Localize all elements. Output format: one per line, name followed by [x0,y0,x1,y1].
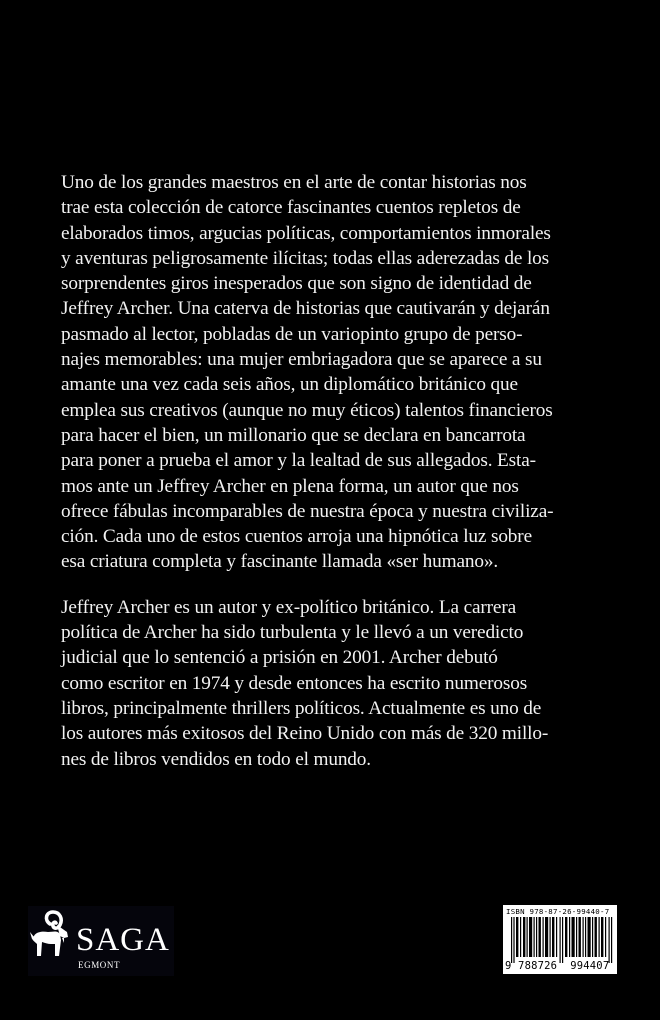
publisher-logo [28,906,174,976]
publisher-subtitle: EGMONT [78,960,121,970]
text-line: Jeffrey Archer es un autor y ex-político británico. La carrera [61,596,517,618]
text-line: pasmado al lector, pobladas de un variopinto grupo de perso- [61,323,523,345]
barcode-bars-icon [511,917,613,963]
publisher-name: SAGA [76,922,170,958]
back-cover-blurb [61,170,601,772]
text-line: elaborados timos, argucias políticas, comportamientos inmorales [61,222,551,244]
ean-digits: 9 788726 994407 [505,960,610,972]
text-line: amante una vez cada seis años, un diplomático británico que [61,374,518,396]
text-line: najes memorables: una mujer embriagadora que se aparece a su [61,349,542,371]
text-line: emplea sus creativos (aunque no muy éticos) talentos financieros [61,399,553,421]
text-line: Uno de los grandes maestros en el arte de contar historias nos [61,172,527,193]
text-line: sorprendentes giros inesperados que son signo de identidad de [61,273,532,295]
text-line: judicial que lo sentenció a prisión en 2001. Archer debutó [61,647,498,669]
text-line: ofrece fábulas incomparables de nuestra época y nuestra civiliza- [61,500,554,522]
goat-icon [30,910,70,960]
isbn-barcode [503,905,617,974]
text-line: los autores más exitosos del Reino Unido con más de 320 millo- [61,723,549,745]
text-line: trae esta colección de catorce fascinantes cuentos repletos de [61,197,521,219]
text-line: y aventuras peligrosamente ilícitas; todas ellas aderezadas de los [61,247,550,269]
isbn-label: ISBN 978-87-26-99440-7 [506,907,610,916]
text-line: esa criatura completa y fascinante llamada «ser humano». [61,551,499,573]
text-line: política de Archer ha sido turbulenta y le llevó a un veredicto [61,622,524,644]
book-synopsis-paragraph [61,170,601,575]
text-line: ción. Cada uno de estos cuentos arroja una hipnótica luz sobre [61,526,532,548]
text-line: para hacer el bien, un millonario que se declara en bancarrota [61,424,526,446]
text-line: como escritor en 1974 y desde entonces ha escrito numerosos [61,672,528,694]
text-line: mos ante un Jeffrey Archer en plena forma, un autor que nos [61,475,519,497]
text-line: libros, principalmente thrillers políticos. Actualmente es uno de [61,697,542,719]
author-bio-paragraph [61,595,601,772]
text-line: para poner a prueba el amor y la lealtad de sus allegados. Esta- [61,450,536,472]
text-line: nes de libros vendidos en todo el mundo. [61,748,371,770]
text-line: Jeffrey Archer. Una caterva de historias que cautivarán y dejarán [61,298,550,320]
